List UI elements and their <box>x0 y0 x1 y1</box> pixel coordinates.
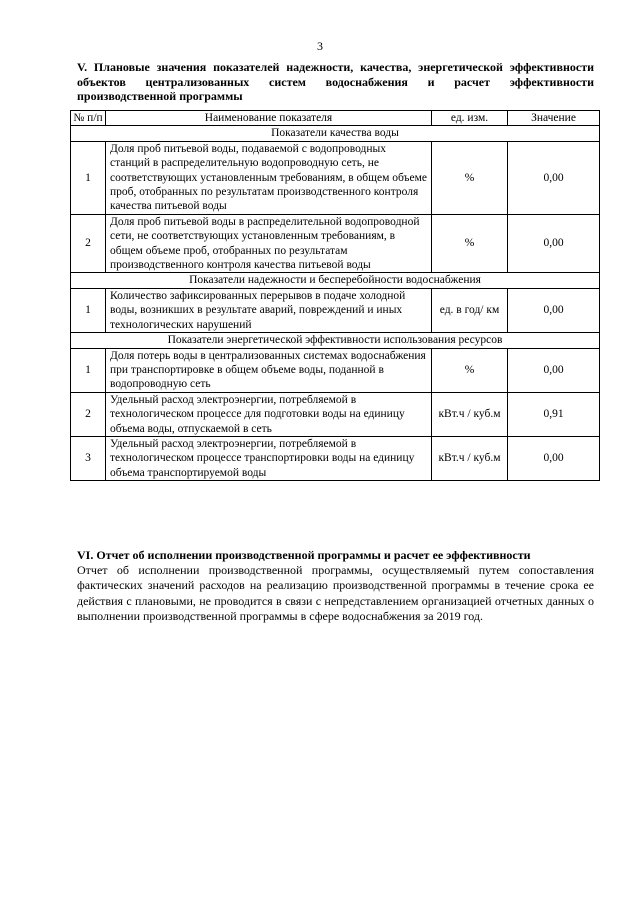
row-unit: ед. в год/ км <box>432 288 508 332</box>
row-num: 3 <box>71 436 106 480</box>
row-unit: кВт.ч / куб.м <box>432 392 508 436</box>
section-6-title: VI. Отчет об исполнении производственной программы и расчет ее эффективности <box>77 548 531 562</box>
row-num: 2 <box>71 392 106 436</box>
row-num: 1 <box>71 288 106 332</box>
table-row <box>71 141 600 214</box>
header-value: Значение <box>508 111 600 126</box>
header-name: Наименование показателя <box>106 111 432 126</box>
group-row <box>71 126 600 141</box>
row-num: 1 <box>71 141 106 214</box>
header-num: № п/п <box>71 111 106 126</box>
row-value: 0,91 <box>508 392 600 436</box>
table-row <box>71 214 600 273</box>
row-value: 0,00 <box>508 141 600 214</box>
row-unit: % <box>432 141 508 214</box>
group-title: Показатели энергетической эффективности использования ресурсов <box>71 333 600 348</box>
section-5-title: V. Плановые значения показателей надежности, качества, энергетической эффективности объектов централизованных систем водоснабжения и расчет эффективности производственной программы <box>77 60 594 103</box>
table-header-row <box>71 111 600 126</box>
row-name: Количество зафиксированных перерывов в подаче холодной воды, возникших в результате аварий, повреждений и иных технологических нарушений <box>106 288 432 332</box>
row-value: 0,00 <box>508 348 600 392</box>
row-unit: кВт.ч / куб.м <box>432 436 508 480</box>
group-title: Показатели надежности и бесперебойности водоснабжения <box>71 273 600 288</box>
table-row <box>71 348 600 392</box>
indicators-table <box>70 110 600 481</box>
row-num: 2 <box>71 214 106 273</box>
section-6-body: Отчет об исполнении производственной программы, осуществляемый путем сопоставления фактических значений расходов на реализацию производственной программы в течение срока ее действия с плановыми, не проводится в связи с непредставлением организацией отчетных данных о выполнении производственной программы в сфере водоснабжения за 2019 год. <box>77 563 594 624</box>
group-row <box>71 333 600 348</box>
table-row <box>71 392 600 436</box>
row-name: Доля потерь воды в централизованных системах водоснабжения при транспортировке в общем объеме воды, поданной в водопроводную сеть <box>106 348 432 392</box>
row-value: 0,00 <box>508 288 600 332</box>
row-name: Удельный расход электроэнергии, потребляемой в технологическом процессе транспортировки воды на единицу объема транспортируемой воды <box>106 436 432 480</box>
row-name: Доля проб питьевой воды в распределительной водопроводной сети, не соответствующих установленным требованиям, в общем объеме проб, отобранных по результатам производственного контроля качества питьевой воды <box>106 214 432 273</box>
page-number: 3 <box>317 39 323 53</box>
row-unit: % <box>432 348 508 392</box>
table-row <box>71 288 600 332</box>
row-num: 1 <box>71 348 106 392</box>
row-value: 0,00 <box>508 436 600 480</box>
row-unit: % <box>432 214 508 273</box>
group-title: Показатели качества воды <box>71 126 600 141</box>
row-value: 0,00 <box>508 214 600 273</box>
row-name: Доля проб питьевой воды, подаваемой с водопроводных станций в распределительную водопроводную сеть, не соответствующих установленным требованиям, в общем объеме проб, отобранных по результатам производственного контроля качества питьевой воды <box>106 141 432 214</box>
table-row <box>71 436 600 480</box>
header-unit: ед. изм. <box>432 111 508 126</box>
group-row <box>71 273 600 288</box>
row-name: Удельный расход электроэнергии, потребляемой в технологическом процессе для подготовки воды на единицу объема воды, отпускаемой в сеть <box>106 392 432 436</box>
